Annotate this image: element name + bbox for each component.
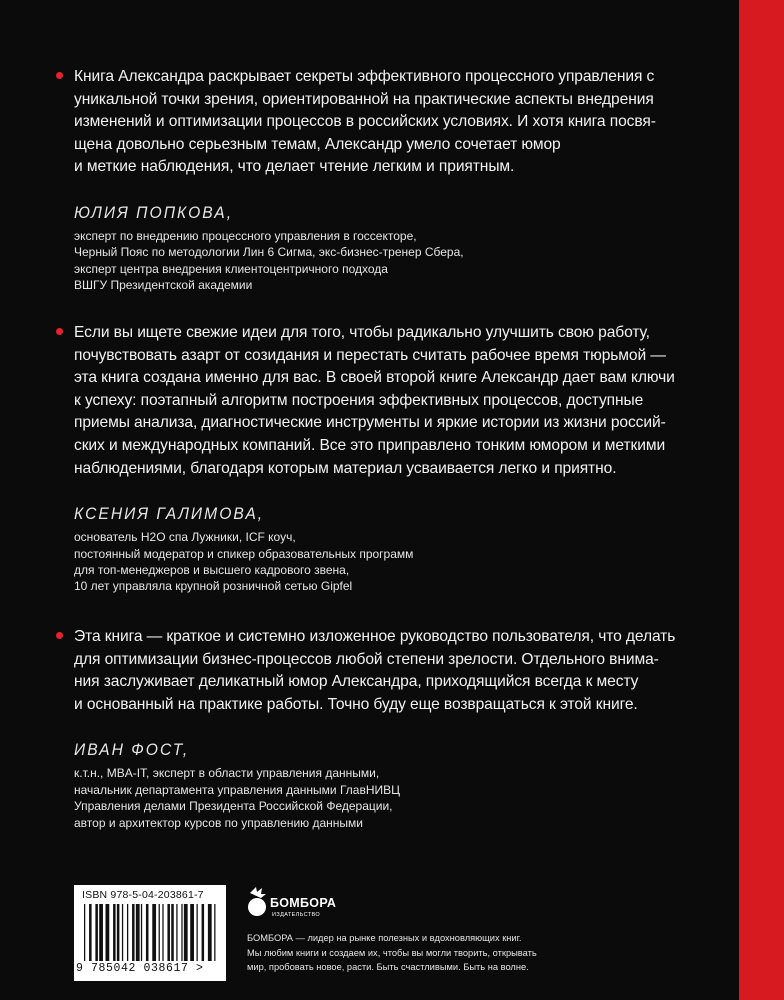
publisher-name: БОМБОРА bbox=[270, 896, 337, 910]
review-author: КСЕНИЯ ГАЛИМОВА, bbox=[74, 504, 265, 524]
review-1 bbox=[74, 66, 694, 294]
review-quote: Эта книга — краткое и системно изложенное руководство пользователя, что делать для оптимизации бизнес-процессов любой степени зрелости. Отдельного внима- ния заслуживает деликатный юмор Александра, приходящийся всегда к месту и основанный на практике работы. Точно буду еще возвращаться к этой книге. bbox=[74, 628, 676, 713]
isbn-label: ISBN 978-5-04-203861-7 bbox=[82, 889, 204, 901]
review-2 bbox=[74, 322, 694, 595]
review-author: ИВАН ФОСТ, bbox=[74, 740, 190, 760]
barcode-icon bbox=[84, 904, 218, 961]
publisher-sub: ИЗДАТЕЛЬСТВО bbox=[272, 912, 321, 918]
review-author-role: эксперт по внедрению процессного управления в госсекторе, Черный Пояс по методологии Лин 6 Сигма, экс-бизнес-тренер Сбера, эксперт центра внедрения клиентоцентричного подхода ВШГУ Президентской академии bbox=[74, 228, 464, 293]
red-spine-strip bbox=[739, 0, 784, 1000]
bullet-dot-icon bbox=[56, 632, 63, 639]
review-quote: Книга Александра раскрывает секреты эффективного процессного управления с уникальной точки зрения, ориентированной на практические аспекты внедрения изменений и оптимизации процессов в российских условиях. И хотя книга посвя- щена довольно серьезным темам, Александр умело сочетает юмор и меткие наблюдения, что делает чтение легким и приятным. bbox=[74, 68, 656, 176]
review-author-role: основатель H2O спа Лужники, ICF коуч, постоянный модератор и спикер образовательных программ для топ-менеджеров и высшего кадрового звена, 10 лет управляла крупной розничной сетью Gipfel bbox=[74, 530, 414, 594]
publisher-blurb: БОМБОРА — лидер на рынке полезных и вдохновляющих книг. Мы любим книги и создаем их, чтобы вы могли творить, открывать мир, пробовать новое, расти. Быть счастливыми. Быть на волне. bbox=[247, 933, 537, 972]
isbn-barcode bbox=[74, 885, 226, 981]
review-author-role: к.т.н., MBA-IT, эксперт в области управления данными, начальник департамента управления данными ГлавНИВЦ Управления делами Президента Российской Федерации, автор и архитектор курсов по управлению данными bbox=[74, 766, 401, 830]
review-author: ЮЛИЯ ПОПКОВА, bbox=[74, 202, 234, 222]
review-3 bbox=[74, 626, 694, 831]
ean-digits: 9 785042 038617 > bbox=[76, 962, 204, 975]
bullet-dot-icon bbox=[56, 72, 63, 79]
bullet-dot-icon bbox=[56, 328, 63, 335]
review-quote: Если вы ищете свежие идеи для того, чтобы радикально улучшить свою работу, почувствовать азарт от созидания и перестать считать рабочее время тюрьмой — эта книга создана именно для вас. В своей второй книге Александр дает вам ключи к успеху: поэтапный алгоритм построения эффективных процессов, доступные приемы анализа, диагностические инструменты и яркие истории из жизни россий- ских и международных компаний. Все это приправлено тонким юмором и меткими наблюдениями, благодаря которым материал усваивается легко и приятно. bbox=[74, 324, 675, 477]
